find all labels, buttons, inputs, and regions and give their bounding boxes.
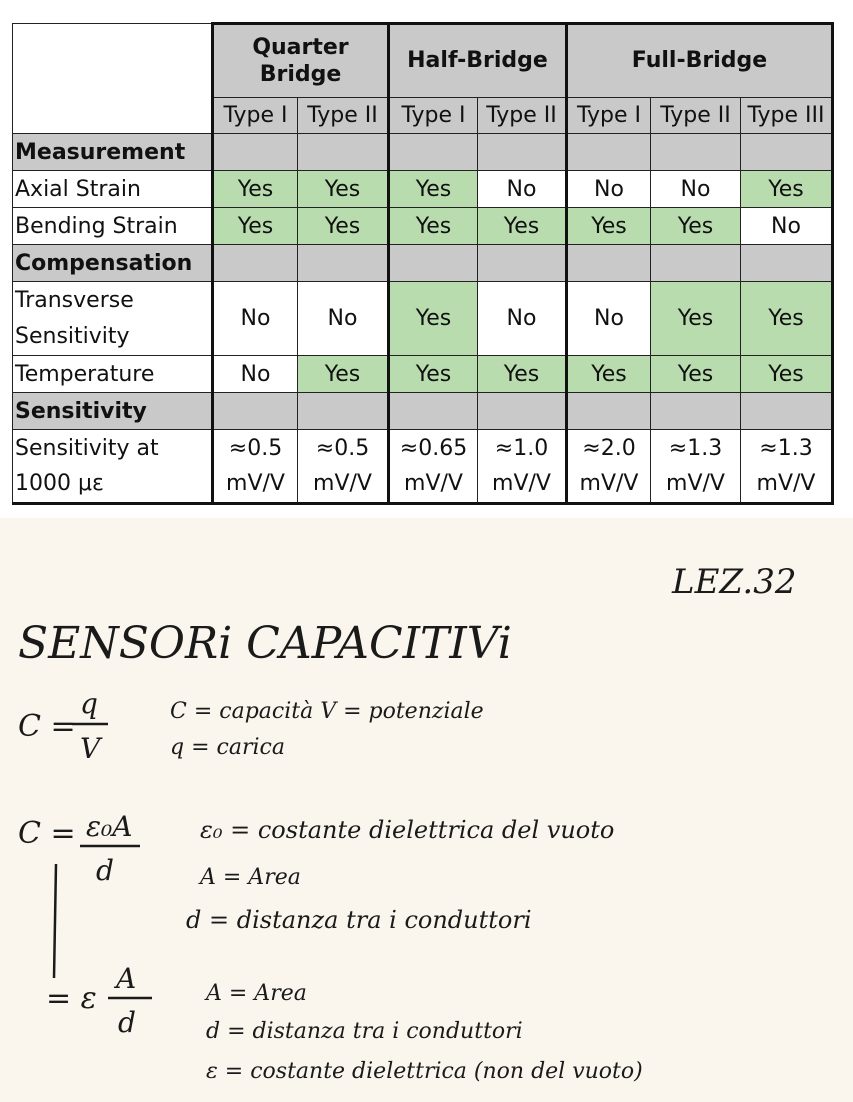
formula-3-note: ε = costante dielettrica (non del vuoto) [206,1059,643,1084]
notes-title: SENSORi CAPACITIVi [18,618,512,669]
table-cell: No [213,356,298,393]
table-cell: Yes [389,208,478,245]
table-cell: ≈1.3 mV/V [651,430,741,504]
table-cell: No [213,282,298,356]
table-cell: ≈1.3 mV/V [741,430,833,504]
type-cell: Type I [213,98,298,134]
group-half-bridge: Half-Bridge [389,24,567,98]
table-cell: ≈0.65 mV/V [389,430,478,504]
table-cell: Yes [478,208,567,245]
table-cell: No [567,282,651,356]
connector-line [54,864,56,978]
table-cell: Yes [741,171,833,208]
table-cell: Yes [389,171,478,208]
formula-3-numerator: A [116,962,137,995]
formula-2-numerator: ε₀A [86,810,133,843]
formula-1-note: C = capacità V = potenziale [170,699,484,724]
type-cell: Type I [389,98,478,134]
table-cell: No [298,282,389,356]
type-cell: Type II [651,98,741,134]
section-label: Measurement [13,134,213,171]
table-cell: No [741,208,833,245]
notes-canvas [0,518,853,1102]
formula-2-denominator: d [96,854,114,887]
table-cell: Yes [298,356,389,393]
formula-2-note: d = distanza tra i conduttori [186,906,532,934]
table-cell: Yes [651,356,741,393]
table-row-bending-strain [13,208,833,245]
section-row-measurement [13,134,833,171]
formula-3-lhs: = ε [46,981,97,1016]
table-row-temperature [13,356,833,393]
row-label: Axial Strain [13,171,213,208]
section-label: Compensation [13,245,213,282]
table-cell: No [478,282,567,356]
table-cell: Yes [567,356,651,393]
type-cell: Type II [298,98,389,134]
table-cell: Yes [567,208,651,245]
table-cell: Yes [741,282,833,356]
table-cell: Yes [651,208,741,245]
group-quarter-bridge: Quarter Bridge [213,24,389,98]
formula-2-note: A = Area [200,865,301,890]
table-row-transverse-sensitivity [13,282,833,356]
formula-3-note: d = distanza tra i conduttori [206,1019,523,1044]
formula-2-note: ε₀ = costante dielettrica del vuoto [200,816,615,844]
lecture-number: LEZ.32 [672,562,797,602]
formula-3-denominator: d [118,1006,136,1039]
table-cell: Yes [213,208,298,245]
table-cell: Yes [298,208,389,245]
type-cell: Type III [741,98,833,134]
table-cell: No [567,171,651,208]
table-cell: No [478,171,567,208]
type-cell: Type II [478,98,567,134]
section-row-compensation [13,245,833,282]
table-cell: Yes [389,282,478,356]
group-header-row [13,24,833,98]
table-panel [0,0,853,518]
table-cell: Yes [478,356,567,393]
table-cell: No [651,171,741,208]
handwritten-notes [0,518,853,1102]
table-row-axial-strain [13,171,833,208]
table-row-sensitivity-1000 [13,430,833,504]
section-label: Sensitivity [13,393,213,430]
row-label: Bending Strain [13,208,213,245]
empty-corner-cell [13,24,213,134]
formula-1-lhs: C = [18,709,76,744]
section-row-sensitivity [13,393,833,430]
table-cell: ≈2.0 mV/V [567,430,651,504]
table-cell: Yes [389,356,478,393]
type-cell: Type I [567,98,651,134]
table-cell: ≈0.5 mV/V [213,430,298,504]
bridge-configuration-table [12,22,834,505]
formula-2-lhs: C = [18,816,76,851]
formula-1-note: q = carica [170,735,285,760]
formula-3-note: A = Area [206,981,307,1006]
group-full-bridge: Full-Bridge [567,24,833,98]
table-cell: Yes [651,282,741,356]
table-cell: Yes [213,171,298,208]
table-cell: Yes [741,356,833,393]
row-label: Transverse Sensitivity [13,282,213,356]
table-cell: ≈1.0 mV/V [478,430,567,504]
row-label: Sensitivity at 1000 με [13,430,213,504]
formula-1-denominator: V [80,732,101,765]
table-cell: ≈0.5 mV/V [298,430,389,504]
row-label: Temperature [13,356,213,393]
table-cell: Yes [298,171,389,208]
formula-1-numerator: q [80,687,98,720]
